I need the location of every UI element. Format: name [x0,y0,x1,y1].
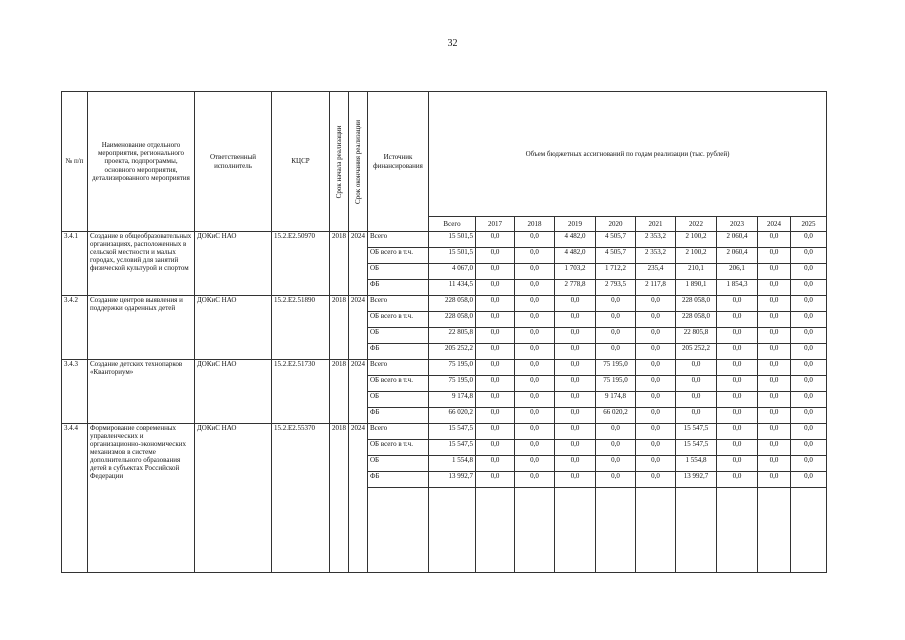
value-year: 0,0 [717,376,758,392]
value-total: 15 501,5 [429,248,476,264]
value-year: 0,0 [636,344,676,360]
item-end-year: 2024 [349,296,368,360]
value-year: 0,0 [515,296,555,312]
value-year: 1 854,3 [717,280,758,296]
funding-source: ФБ [368,280,429,296]
table-row [62,296,827,312]
value-year: 0,0 [791,312,827,328]
value-total: 205 252,2 [429,344,476,360]
value-year: 0,0 [515,264,555,280]
item-name: Формирование современных управленческих и организационно-экономических механизмов в системе дополнительного образования детей в субъектах Российской Федерации [88,424,195,573]
value-year: 0,0 [758,424,791,440]
value-year: 0,0 [596,312,636,328]
value-year: 0,0 [758,344,791,360]
item-responsible: ДОКиС НАО [195,232,272,296]
funding-source: Всего [368,360,429,376]
header-year: 2019 [555,217,596,232]
value-year: 0,0 [717,328,758,344]
value-year: 0,0 [515,424,555,440]
value-year: 0,0 [515,392,555,408]
header-year: 2023 [717,217,758,232]
value-year: 2 793,5 [596,280,636,296]
empty-cell [555,488,596,573]
value-year: 0,0 [636,456,676,472]
value-year: 0,0 [555,376,596,392]
value-year: 2 060,4 [717,248,758,264]
value-year: 0,0 [515,312,555,328]
value-year: 0,0 [476,376,515,392]
value-year: 0,0 [596,472,636,488]
value-total: 228 058,0 [429,296,476,312]
funding-source: Всего [368,424,429,440]
value-year: 0,0 [596,424,636,440]
value-total: 13 992,7 [429,472,476,488]
value-total: 228 058,0 [429,312,476,328]
value-year: 0,0 [555,360,596,376]
value-year: 0,0 [476,424,515,440]
value-year: 1 703,2 [555,264,596,280]
value-total: 11 434,5 [429,280,476,296]
item-number: 3.4.1 [62,232,88,296]
value-year: 0,0 [555,408,596,424]
value-year: 0,0 [758,328,791,344]
value-year: 0,0 [758,376,791,392]
funding-source: ОБ [368,264,429,280]
value-year: 2 353,2 [636,232,676,248]
value-year: 0,0 [555,472,596,488]
funding-source: ОБ [368,456,429,472]
empty-cell [515,488,555,573]
empty-cell [758,488,791,573]
value-year: 0,0 [515,408,555,424]
table-row [62,424,827,440]
value-year: 0,0 [555,344,596,360]
budget-table [61,91,827,573]
item-kcsr: 15.2.E2.51890 [272,296,330,360]
value-year: 0,0 [596,296,636,312]
value-total: 1 554,8 [429,456,476,472]
value-year: 0,0 [636,296,676,312]
header-start-label: Срок начала реализации [334,125,343,198]
value-year: 205 252,2 [676,344,717,360]
value-year: 0,0 [791,264,827,280]
value-total: 9 174,8 [429,392,476,408]
value-year: 0,0 [636,392,676,408]
header-name: Наименование отдельного мероприятия, регионального проекта, подпрограммы, основного мероприятия, детализированного мероприятия [88,92,195,232]
value-year: 9 174,8 [596,392,636,408]
header-budget: Объем бюджетных ассигнований по годам реализации (тыс. рублей) [429,92,827,217]
value-year: 210,1 [676,264,717,280]
header-year: 2024 [758,217,791,232]
header-end [349,92,368,232]
value-year: 0,0 [476,440,515,456]
value-year: 0,0 [791,440,827,456]
item-start-year: 2018 [330,424,349,573]
item-start-year: 2018 [330,360,349,424]
value-year: 13 992,7 [676,472,717,488]
value-year: 0,0 [758,312,791,328]
item-kcsr: 15.2.E2.50970 [272,232,330,296]
empty-cell [368,488,429,573]
funding-source: ОБ [368,328,429,344]
header-start [330,92,349,232]
value-year: 0,0 [791,392,827,408]
value-year: 0,0 [596,440,636,456]
value-year: 4 482,0 [555,232,596,248]
item-kcsr: 15.2.E2.55370 [272,424,330,573]
value-year: 0,0 [791,232,827,248]
value-year: 75 195,0 [596,360,636,376]
value-year: 0,0 [717,440,758,456]
value-year: 0,0 [515,232,555,248]
value-year: 0,0 [515,360,555,376]
value-year: 0,0 [515,376,555,392]
value-year: 0,0 [791,360,827,376]
value-year: 0,0 [791,408,827,424]
item-number: 3.4.4 [62,424,88,573]
value-total: 75 195,0 [429,360,476,376]
value-year: 0,0 [515,280,555,296]
value-year: 0,0 [758,232,791,248]
value-year: 75 195,0 [596,376,636,392]
value-year: 2 353,2 [636,248,676,264]
value-year: 1 890,1 [676,280,717,296]
value-year: 0,0 [476,472,515,488]
value-year: 4 505,7 [596,248,636,264]
value-year: 0,0 [476,264,515,280]
value-year: 0,0 [791,472,827,488]
value-year: 0,0 [515,344,555,360]
value-year: 0,0 [515,472,555,488]
empty-cell [596,488,636,573]
value-year: 0,0 [596,344,636,360]
value-year: 0,0 [476,456,515,472]
value-year: 0,0 [515,456,555,472]
value-year: 2 100,2 [676,232,717,248]
value-year: 0,0 [636,408,676,424]
item-name: Создание в общеобразовательных организациях, расположенных в сельской местности и малых городах, условий для занятий физической культурой и спортом [88,232,195,296]
value-year: 206,1 [717,264,758,280]
value-year: 22 805,8 [676,328,717,344]
item-responsible: ДОКиС НАО [195,360,272,424]
funding-source: ФБ [368,472,429,488]
value-year: 0,0 [717,456,758,472]
value-year: 228 058,0 [676,312,717,328]
empty-cell [676,488,717,573]
funding-source: ФБ [368,408,429,424]
value-year: 0,0 [636,472,676,488]
value-year: 0,0 [596,328,636,344]
value-year: 0,0 [476,232,515,248]
item-responsible: ДОКиС НАО [195,296,272,360]
empty-cell [476,488,515,573]
value-year: 2 060,4 [717,232,758,248]
header-responsible: Ответственный исполнитель [195,92,272,232]
value-year: 2 117,8 [636,280,676,296]
value-year: 0,0 [476,408,515,424]
value-year: 0,0 [758,280,791,296]
value-year: 0,0 [791,248,827,264]
value-year: 4 482,0 [555,248,596,264]
header-year: 2025 [791,217,827,232]
value-year: 0,0 [758,296,791,312]
value-year: 0,0 [791,424,827,440]
value-year: 0,0 [758,248,791,264]
value-year: 0,0 [476,280,515,296]
item-number: 3.4.3 [62,360,88,424]
value-year: 0,0 [636,424,676,440]
funding-source: ОБ всего в т.ч. [368,440,429,456]
value-year: 0,0 [791,328,827,344]
item-name: Создание детских технопарков «Кванториум» [88,360,195,424]
value-year: 0,0 [476,360,515,376]
value-total: 15 547,5 [429,440,476,456]
value-year: 15 547,5 [676,424,717,440]
value-year: 0,0 [717,312,758,328]
value-total: 15 547,5 [429,424,476,440]
value-year: 66 020,2 [596,408,636,424]
value-year: 0,0 [758,392,791,408]
header-end-label: Срок окончания реализации [353,119,362,204]
funding-source: Всего [368,232,429,248]
header-year: 2021 [636,217,676,232]
value-year: 0,0 [555,328,596,344]
value-total: 22 805,8 [429,328,476,344]
header-kcsr: КЦСР [272,92,330,232]
item-start-year: 2018 [330,296,349,360]
value-year: 15 547,5 [676,440,717,456]
value-year: 228 058,0 [676,296,717,312]
funding-source: ОБ всего в т.ч. [368,312,429,328]
header-year: 2018 [515,217,555,232]
value-year: 0,0 [555,296,596,312]
value-year: 2 778,8 [555,280,596,296]
value-total: 4 067,0 [429,264,476,280]
header-source: Источник финансирования [368,92,429,232]
empty-cell [429,488,476,573]
item-name: Создание центров выявления и поддержки одаренных детей [88,296,195,360]
value-year: 0,0 [476,344,515,360]
value-year: 0,0 [758,456,791,472]
header-year: 2022 [676,217,717,232]
table-body [62,232,827,573]
table-row [62,232,827,248]
value-year: 0,0 [555,456,596,472]
value-year: 0,0 [476,296,515,312]
value-year: 0,0 [676,408,717,424]
value-year: 4 505,7 [596,232,636,248]
value-year: 0,0 [791,280,827,296]
value-year: 0,0 [717,408,758,424]
table-row [62,360,827,376]
header-number: № п/п [62,92,88,232]
value-year: 0,0 [791,296,827,312]
page-number: 32 [447,38,458,49]
funding-source: ОБ [368,392,429,408]
value-year: 0,0 [717,472,758,488]
header-year: 2017 [476,217,515,232]
value-year: 0,0 [758,440,791,456]
value-year: 0,0 [476,328,515,344]
item-end-year: 2024 [349,232,368,296]
value-year: 0,0 [515,248,555,264]
value-year: 0,0 [476,392,515,408]
value-year: 0,0 [515,440,555,456]
value-year: 235,4 [636,264,676,280]
item-end-year: 2024 [349,424,368,573]
value-year: 0,0 [636,312,676,328]
funding-source: ОБ всего в т.ч. [368,376,429,392]
value-year: 0,0 [791,344,827,360]
value-year: 0,0 [717,424,758,440]
value-year: 0,0 [717,344,758,360]
value-year: 0,0 [515,328,555,344]
item-number: 3.4.2 [62,296,88,360]
empty-cell [717,488,758,573]
funding-source: Всего [368,296,429,312]
value-total: 15 501,5 [429,232,476,248]
value-year: 0,0 [555,392,596,408]
value-year: 0,0 [555,424,596,440]
empty-cell [636,488,676,573]
value-year: 0,0 [758,264,791,280]
value-year: 0,0 [717,392,758,408]
value-year: 0,0 [636,360,676,376]
value-year: 0,0 [791,456,827,472]
item-start-year: 2018 [330,232,349,296]
item-responsible: ДОКиС НАО [195,424,272,573]
header-year: 2020 [596,217,636,232]
empty-cell [791,488,827,573]
value-year: 0,0 [636,376,676,392]
value-year: 0,0 [791,376,827,392]
value-year: 0,0 [758,472,791,488]
value-year: 0,0 [555,440,596,456]
value-year: 2 100,2 [676,248,717,264]
item-end-year: 2024 [349,360,368,424]
value-year: 0,0 [476,248,515,264]
value-year: 0,0 [676,392,717,408]
value-year: 0,0 [596,456,636,472]
funding-source: ОБ всего в т.ч. [368,248,429,264]
value-year: 0,0 [676,376,717,392]
item-kcsr: 15.2.E2.51730 [272,360,330,424]
value-year: 0,0 [676,360,717,376]
value-year: 1 712,2 [596,264,636,280]
value-year: 0,0 [717,296,758,312]
value-year: 1 554,8 [676,456,717,472]
value-year: 0,0 [636,328,676,344]
funding-source: ФБ [368,344,429,360]
value-year: 0,0 [758,408,791,424]
value-year: 0,0 [758,360,791,376]
value-year: 0,0 [717,360,758,376]
header-year-total: Всего [429,217,476,232]
value-total: 66 020,2 [429,408,476,424]
value-year: 0,0 [476,312,515,328]
value-year: 0,0 [555,312,596,328]
value-year: 0,0 [636,440,676,456]
value-total: 75 195,0 [429,376,476,392]
